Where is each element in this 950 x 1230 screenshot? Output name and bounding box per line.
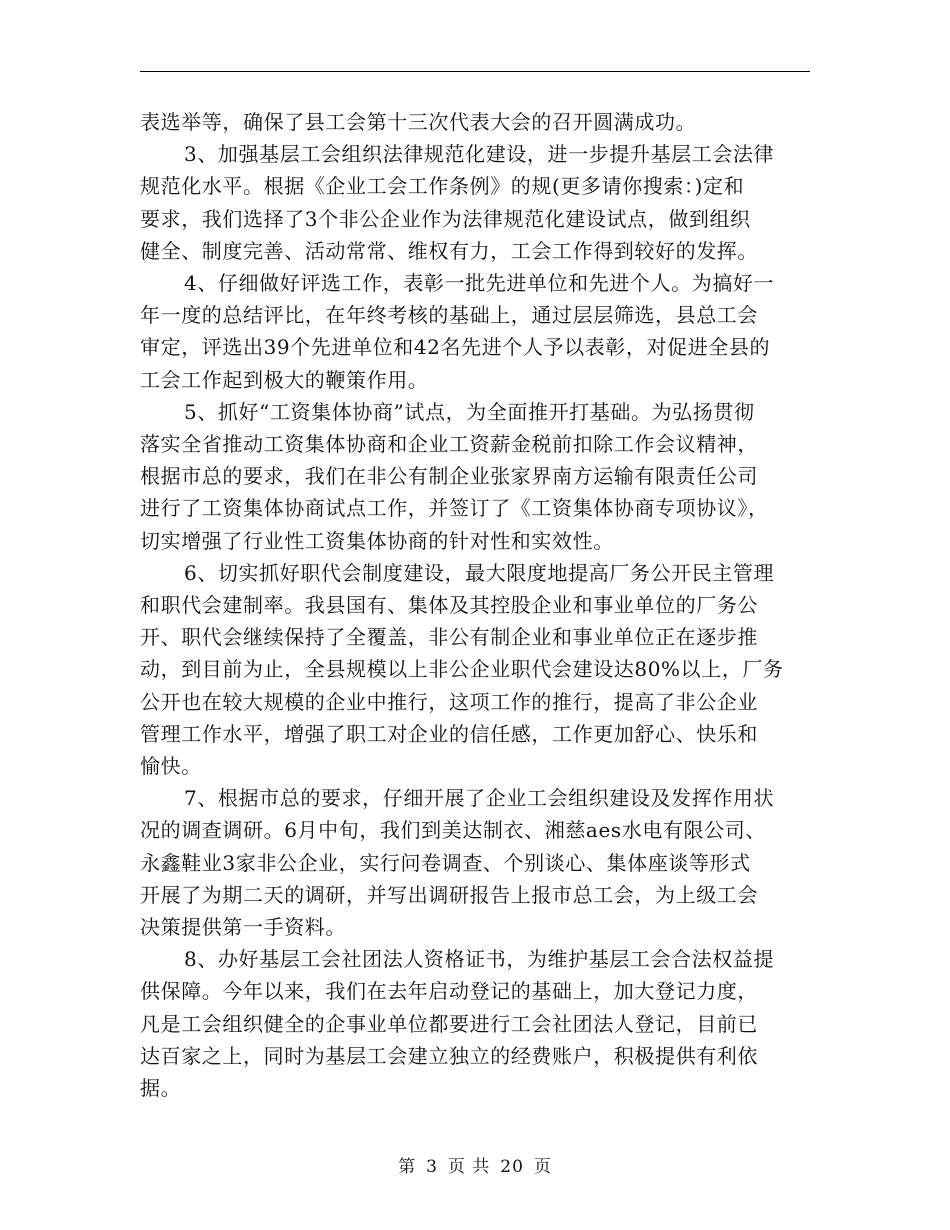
paragraph-item-8 — [140, 943, 812, 1104]
text-line: 落实全省推动工资集体协商和企业工资薪金税前扣除工作会议精神， — [140, 432, 758, 457]
text-line: 动，到目前为止，全县规模以上非公企业职代会建设达80%以上，厂务 — [140, 657, 784, 682]
text-line: 开、职代会继续保持了全覆盖，非公有制企业和事业单位正在逐步推 — [140, 625, 758, 650]
text-line: 6、切实抓好职代会制度建设，最大限度地提高厂务公开民主管理 — [184, 560, 775, 585]
text-line: 据。 — [140, 1076, 182, 1101]
header-rule — [140, 71, 810, 72]
paragraph-item-7 — [140, 782, 812, 943]
text-line: 要求，我们选择了3个非公企业作为法律规范化建设试点，做到组织 — [140, 206, 751, 231]
page-number: 3 — [426, 1157, 438, 1177]
page-footer — [0, 1152, 950, 1177]
text-line: 况的调查调研。6月中旬，我们到美达制衣、湘慈aes水电有限公司、 — [140, 818, 766, 843]
text-line: 表选举等，确保了县工会第十三次代表大会的召开圆满成功。 — [140, 110, 697, 134]
text-line: 愉快。 — [140, 754, 202, 779]
text-line: 8、办好基层工会社团法人资格证书，为维护基层工会合法权益提 — [184, 947, 775, 972]
total-pages: 20 — [500, 1157, 524, 1177]
text-line: 切实增强了行业性工资集体协商的针对性和实效性。 — [140, 528, 614, 553]
text-line: 审定，评选出39个先进单位和42名先进个人予以表彰，对促进全县的 — [140, 335, 771, 360]
text-line: 5、抓好“工资集体协商”试点，为全面推开打基础。为弘扬贯彻 — [184, 399, 755, 424]
text-line: 供保障。今年以来，我们在去年启动登记的基础上，加大登记力度， — [140, 979, 758, 1004]
text-line: 健全、制度完善、活动常常、维权有力，工会工作得到较好的发挥。 — [140, 238, 758, 263]
text-line: 决策提供第一手资料。 — [140, 915, 346, 940]
text-line: 4、仔细做好评选工作，表彰一批先进单位和先进个人。为搞好一 — [184, 271, 775, 296]
footer-suffix: 页 — [533, 1157, 552, 1177]
paragraph-item-4 — [140, 267, 812, 396]
footer-middle: 页 共 — [447, 1157, 491, 1177]
text-line: 和职代会建制率。我县国有、集体及其控股企业和事业单位的厂务公 — [140, 593, 758, 618]
text-line: 永鑫鞋业3家非公企业，实行问卷调查、个别谈心、集体座谈等形式 — [140, 850, 751, 875]
paragraph-item-6 — [140, 557, 812, 782]
paragraph-item-5 — [140, 396, 812, 557]
paragraph-continuation — [140, 106, 812, 138]
text-line: 管理工作水平，增强了职工对企业的信任感，工作更加舒心、快乐和 — [140, 721, 758, 746]
paragraph-item-3 — [140, 138, 812, 267]
text-line: 年一度的总结评比，在年终考核的基础上，通过层层筛选，县总工会 — [140, 303, 758, 328]
text-line: 7、根据市总的要求，仔细开展了企业工会组织建设及发挥作用状 — [184, 786, 775, 811]
text-line: 凡是工会组织健全的企事业单位都要进行工会社团法人登记，目前已 — [140, 1011, 758, 1036]
text-line: 工会工作起到极大的鞭策作用。 — [140, 367, 429, 392]
footer-prefix: 第 — [398, 1157, 417, 1177]
text-line: 进行了工资集体协商试点工作，并签订了《工资集体协商专项协议》， — [140, 496, 769, 521]
text-line: 3、加强基层工会组织法律规范化建设，进一步提升基层工会法律 — [184, 142, 775, 167]
text-line: 根据市总的要求，我们在非公有制企业张家界南方运输有限责任公司 — [140, 464, 758, 489]
text-line: 开展了为期二天的调研，并写出调研报告上报市总工会，为上级工会 — [140, 882, 758, 907]
text-line: 公开也在较大规模的企业中推行，这项工作的推行，提高了非公企业 — [140, 689, 758, 714]
body-text — [140, 106, 812, 1104]
text-line: 达百家之上，同时为基层工会建立独立的经费账户，积极提供有利依 — [140, 1043, 758, 1068]
text-line: 规范化水平。根据《企业工会工作条例》的规(更多请你搜索：)定和 — [140, 174, 745, 199]
